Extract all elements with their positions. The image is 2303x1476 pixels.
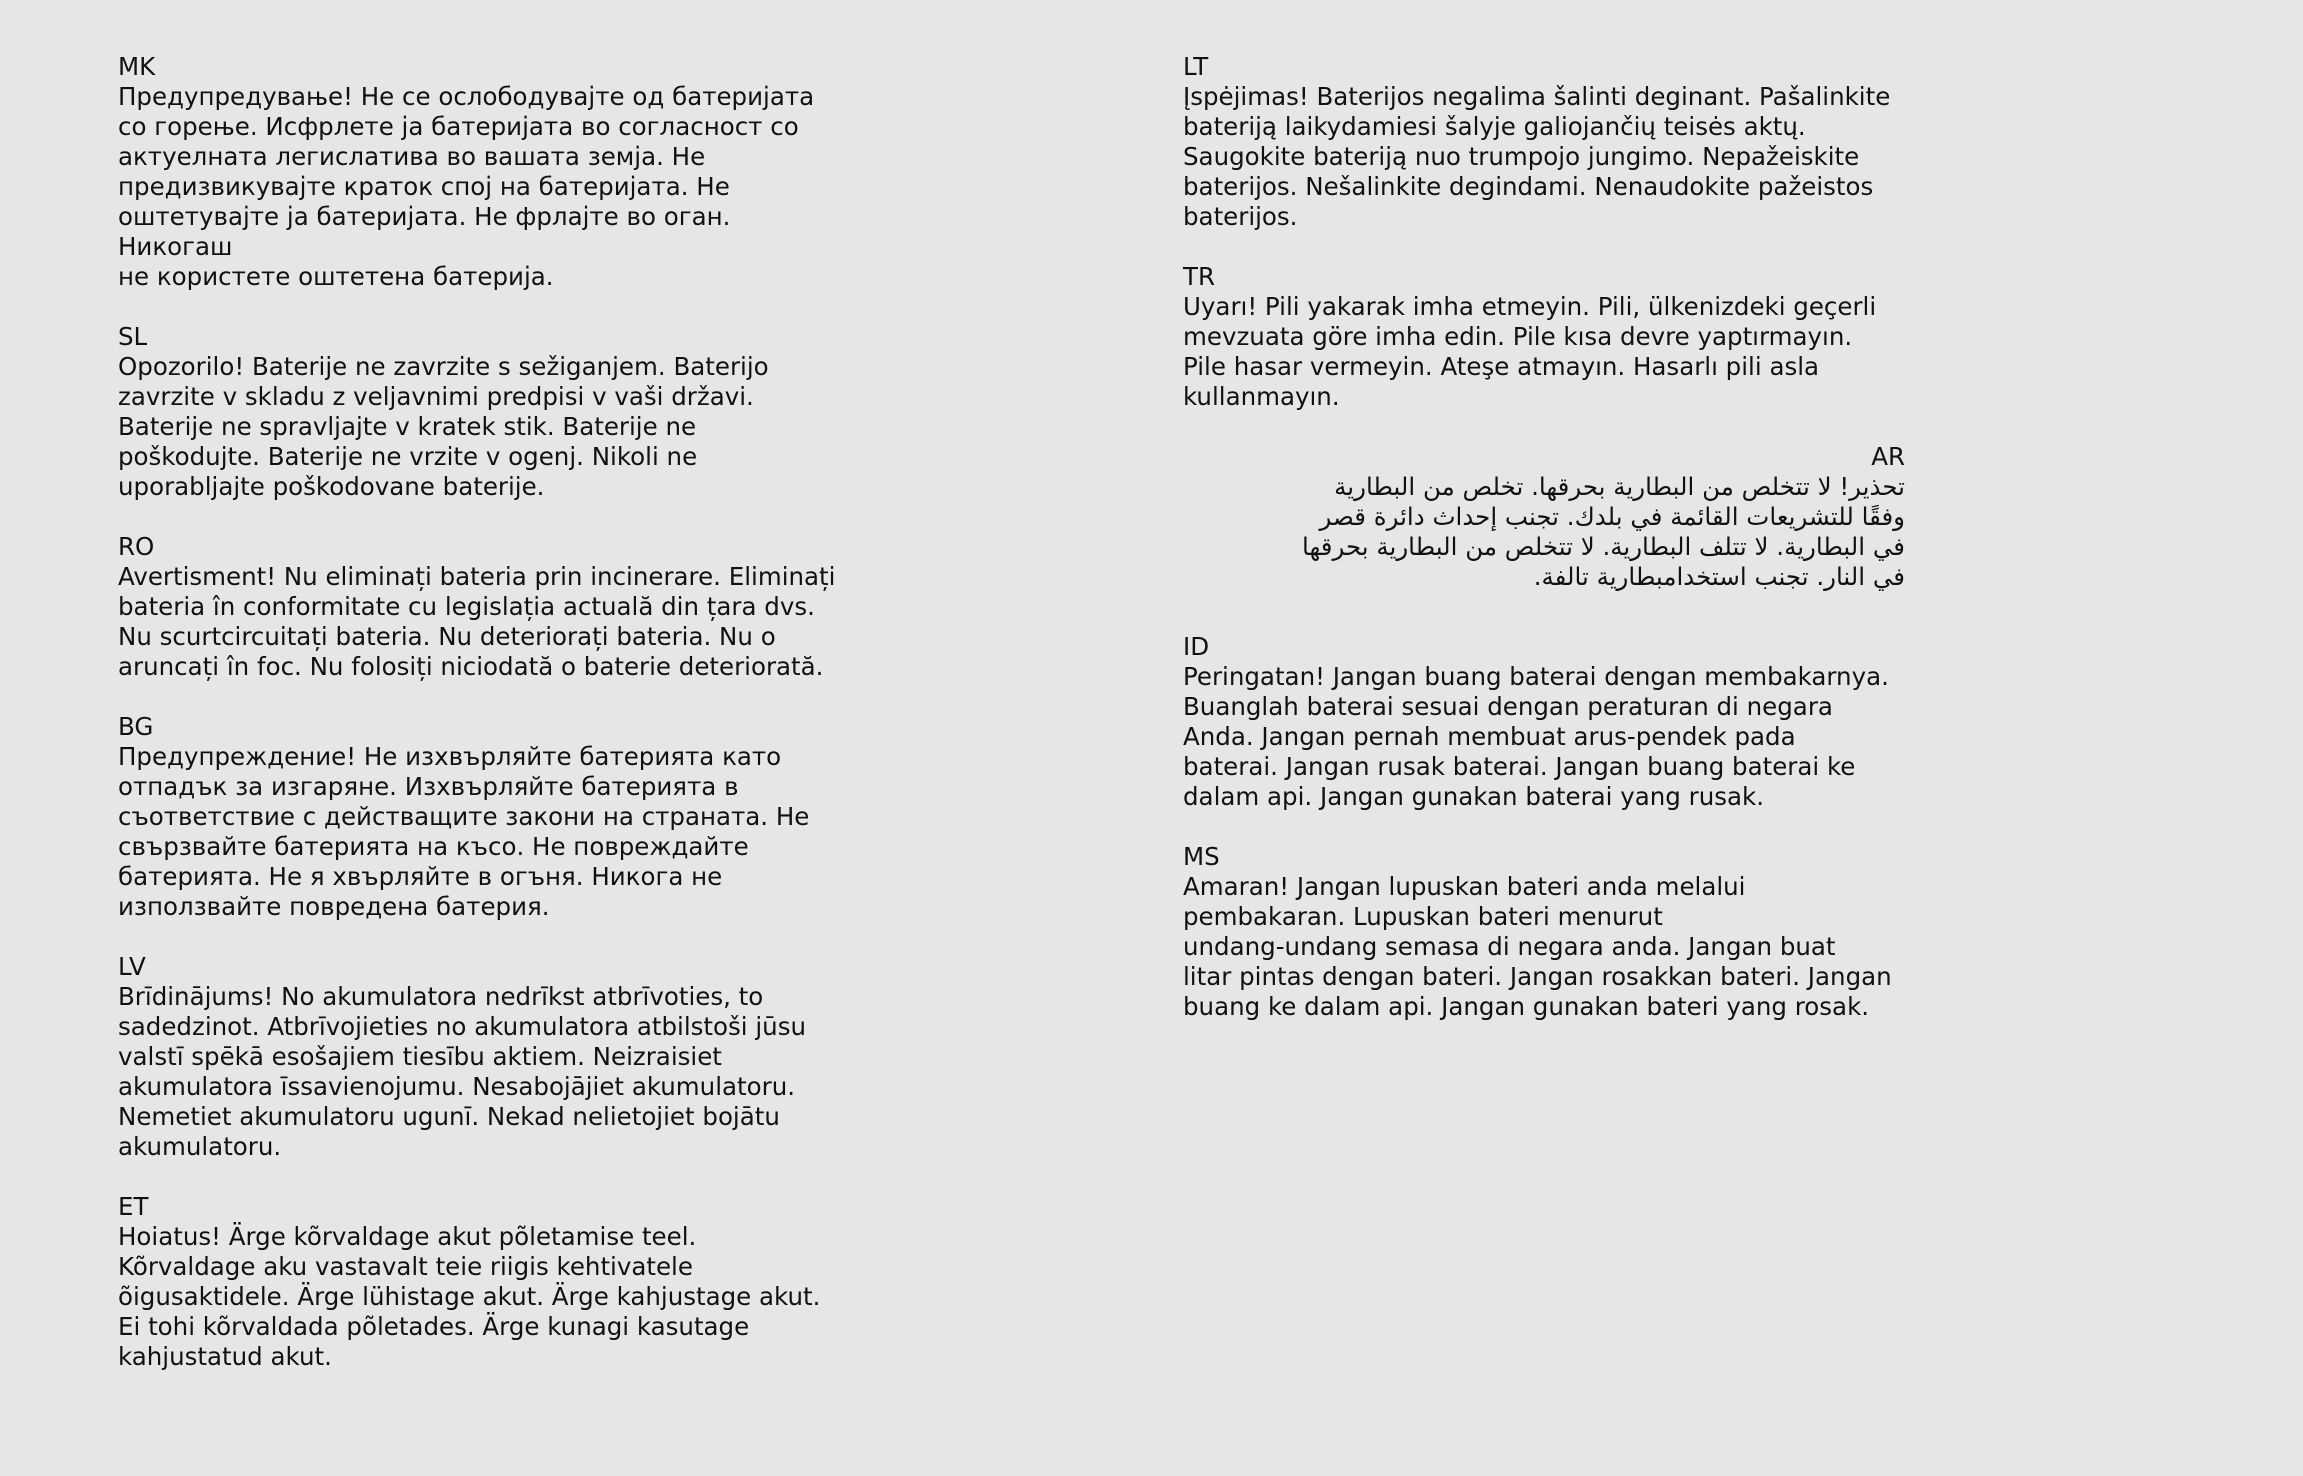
warning-text: Brīdinājums! No akumulatora nedrīkst atbrīvoties, to sadedzinot. Atbrīvojieties no akumulatora atbilstoši jūsu valstī spēkā esošajiem tiesību aktiem. Neizraisiet akumulatora īssavienojumu. Nesabojājiet akumulatoru. Nemetiet akumulatoru ugunī. Nekad nelietojiet bojātu akumulatoru. — [118, 982, 806, 1161]
warning-text: Avertisment! Nu eliminați bateria prin incinerare. Eliminați bateria în conformitate cu legislația actuală din țara dvs. Nu scurtcircuitați bateria. Nu deteriorați bateria. Nu o aruncați în foc. Nu folosiți niciodată o baterie deteriorată. — [118, 562, 836, 681]
language-code: ET — [118, 1192, 149, 1221]
warning-text: تحذير! لا تتخلص من البطارية بحرقها. تخلص من البطارية وفقًا للتشريعات القائمة في بلدك. تجنب إحداث دائرة قصر في البطارية. لا تتلف البطارية. لا تتخلص من البطارية بحرقها في النار. تجنب استخدامبطارية تالفة. — [1301, 472, 1905, 591]
warning-section-sl — [118, 322, 838, 502]
language-code: MK — [118, 52, 156, 81]
warning-section-ar — [1183, 442, 1905, 592]
left-column — [118, 52, 838, 1372]
warning-section-ms — [1183, 842, 1905, 1022]
right-column — [1183, 52, 1905, 1022]
language-code: MS — [1183, 842, 1220, 871]
warning-text: Peringatan! Jangan buang baterai dengan membakarnya. Buanglah baterai sesuai dengan peraturan di negara Anda. Jangan pernah membuat arus-pendek pada baterai. Jangan rusak baterai. Jangan buang baterai ke dalam api. Jangan gunakan baterai yang rusak. — [1183, 662, 1889, 811]
warning-section-mk — [118, 52, 838, 292]
warning-section-et — [118, 1192, 838, 1372]
language-code: RO — [118, 532, 155, 561]
language-code: ID — [1183, 632, 1210, 661]
warning-text: Amaran! Jangan lupuskan bateri anda melalui pembakaran. Lupuskan bateri menurut undang-undang semasa di negara anda. Jangan buat litar pintas dengan bateri. Jangan rosakkan bateri. Jangan buang ke dalam api. Jangan gunakan bateri yang rosak. — [1183, 872, 1892, 1021]
language-code: LV — [118, 952, 146, 981]
warning-text: Opozorilo! Baterije ne zavrzite s sežiganjem. Baterijo zavrzite v skladu z veljavnimi predpisi v vaši državi. Baterije ne spravljajte v kratek stik. Baterije ne poškodujte. Baterije ne vrzite v ogenj. Nikoli ne uporabljajte poškodovane baterije. — [118, 352, 769, 501]
warning-section-tr — [1183, 262, 1905, 412]
warning-text: Предупредување! Не се ослободувајте од батеријата со горење. Исфрлете ја батеријата во согласност со актуелната легислатива во вашата земја. Не предизвикувајте краток спој на батеријата. Не оштетувајте ја батеријата. Не фрлајте во оган. Никогаш не користете оштетена батерија. — [118, 82, 815, 291]
warning-section-id — [1183, 632, 1905, 812]
language-code: AR — [1871, 442, 1905, 471]
warning-text: Предупреждение! Не изхвърляйте батерията като отпадък за изгаряне. Изхвърляйте батерията в съответствие с действащите закони на страната. Не свързвайте батерията на късо. Не повреждайте батерията. Не я хвърляйте в огъня. Никога не използвайте повредена батерия. — [118, 742, 810, 921]
warning-section-lt — [1183, 52, 1905, 232]
language-code: TR — [1183, 262, 1215, 291]
warning-section-bg — [118, 712, 838, 922]
warning-text: Uyarı! Pili yakarak imha etmeyin. Pili, ülkenizdeki geçerli mevzuata göre imha edin. Pile kısa devre yaptırmayın. Pile hasar vermeyin. Ateşe atmayın. Hasarlı pili asla kullanmayın. — [1183, 292, 1877, 411]
language-code: SL — [118, 322, 148, 351]
warning-text: Įspėjimas! Baterijos negalima šalinti deginant. Pašalinkite bateriją laikydamiesi šalyje galiojančių teisės aktų. Saugokite bateriją nuo trumpojo jungimo. Nepažeiskite baterijos. Nešalinkite degindami. Nenaudokite pažeistos baterijos. — [1183, 82, 1891, 231]
warning-section-lv — [118, 952, 838, 1162]
language-code: LT — [1183, 52, 1209, 81]
warning-section-ro — [118, 532, 838, 682]
language-code: BG — [118, 712, 154, 741]
warning-text: Hoiatus! Ärge kõrvaldage akut põletamise teel. Kõrvaldage aku vastavalt teie riigis kehtivatele õigusaktidele. Ärge lühistage akut. Ärge kahjustage akut. Ei tohi kõrvaldada põletades. Ärge kunagi kasutage kahjustatud akut. — [118, 1222, 821, 1371]
